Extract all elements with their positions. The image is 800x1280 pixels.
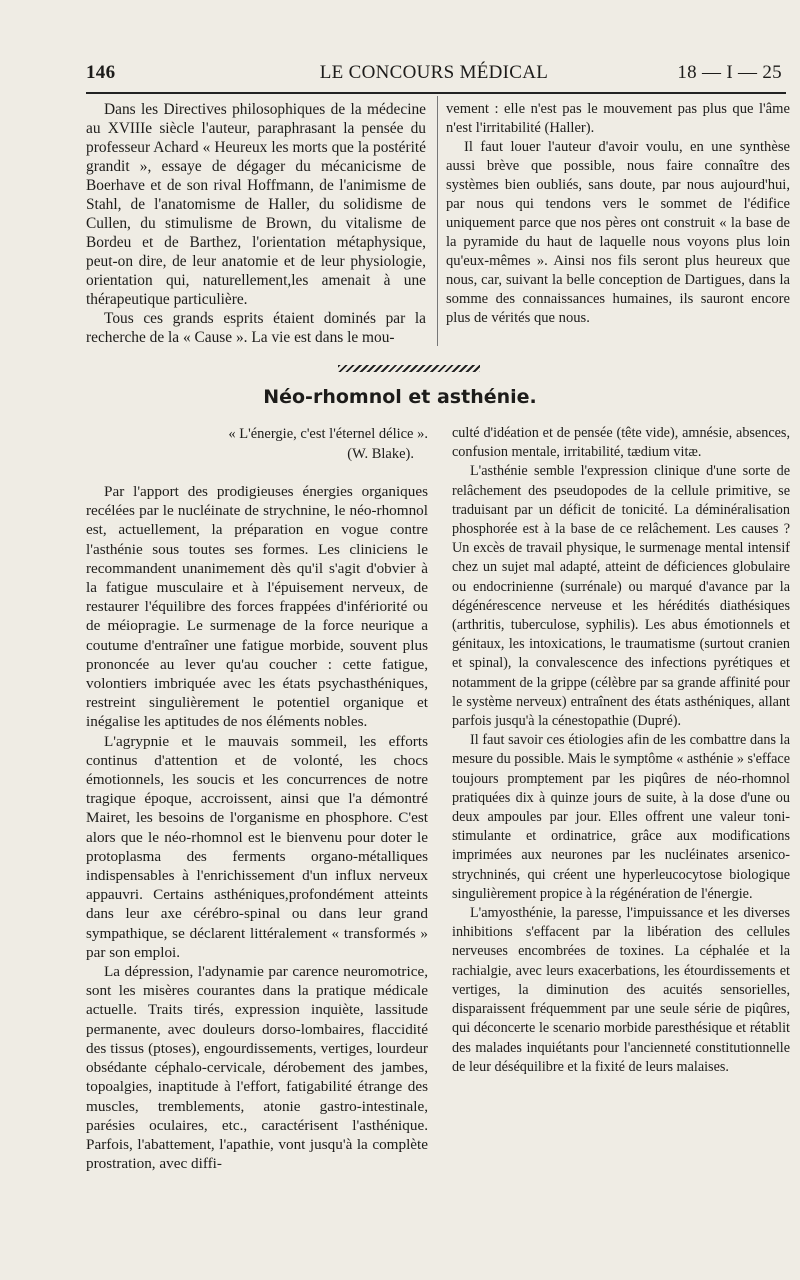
top-right-column (446, 100, 790, 328)
article-title: Néo-rhomnol et asthénie. (263, 386, 537, 408)
issue-date: 18 — I — 25 (677, 62, 782, 83)
paragraph: Tous ces grands esprits étaient dominés par la recherche de la « Cause ». La vie est dans le mou- (86, 310, 426, 346)
paragraph: L'agrypnie et le mauvais sommeil, les efforts continus d'attention et de volonté, les chocs émotionnels, les soucis et les concurrences de notre tragique époque, accroissent, ainsi que l'a démontré Mairet, les besoins de l'organisme en phosphore. C'est alors que le néo-rhomnol est le bienvenu pour doter le protoplasma des ferments organo-métalliques indispensables à l'enrichissement d'un influx nerveux appauvri. Certains asthéniques,profondément atteints dans leur axe cérébro-spinal ou dans leur grand sympathique, se déclarent littéralement « transformés » par son emploi. (86, 732, 428, 961)
paragraph: Il faut savoir ces étiologies afin de les combattre dans la mesure du possible. Mais le symptôme « asthénie » s'efface toujours promptement par les piqûres de néo-rhomnol pratiquées dix à quinze jours de suite, à la dose d'une ou deux ampoules par jour. Elles offrent une valeur toni-stimulante et ordinatrice, grâce aux modifications imprimées aux neurones par les nucléinates arsenico-strychninés, qui créent une hyperleucocytose biologique singulièrement propice à la régénération de l'énergie. (452, 732, 790, 902)
paragraph: Il faut louer l'auteur d'avoir voulu, en une synthèse aussi brève que possible, nous faire connaître des systèmes bien oubliés, sans doute, par nous aujourd'hui, par nous qui tendons vers le sommet de l'édifice uniquement parce que nos pères ont construit « la base de la pyramide du haut de laquelle nous voyons plus loin qu'eux-mêmes ». Ainsi nos fils seront plus heureux que nous, car, suivant la belle conception de Dartigues, dans la somme des connaissances humaines, ils sauront encore plus de vérités que nous. (446, 139, 790, 326)
paragraph: Par l'apport des prodigieuses énergies organiques recélées par le nucléinate de strychnine, le néo-rhomnol est, actuellement, la préparation en vogue contre l'asthénie sous toutes ses formes. Les cliniciens le recommandent unanimement dès qu'il s'agit d'obvier à la fatigue musculaire et à l'épuisement nerveux, de restaurer l'équilibre des forces frappées d'infériorité ou de méiopragie. Le surmenage de la force neurique a coutume d'entraîner une fatigue morbide, souvent plus prononcée au lever qu'au coucher : cette fatigue, volontiers imbriquée avec les états psychasthéniques, restreint singulièrement le potentiel organique et inégalise les aptitudes de nos éléments nobles. (86, 483, 428, 731)
section-ornament (338, 365, 480, 372)
paragraph: L'amyosthénie, la paresse, l'impuissance et les diverses inhibitions s'effacent par la libération des cellules nerveuses encombrées de toxines. La céphalée et la rachialgie, avec leurs exacerbations, les étourdissements et vertiges, la diminution des acuités sensorielles, disparaissent fréquemment par une seule série de piqûres, qui déconcerte le scenario morbide paresthésique et rétablit des malades inquiétants pour l'ancienneté constitutionnelle de leur déséquilibre et la fixité de leurs malaises. (452, 905, 790, 1075)
paragraph: vement : elle n'est pas le mouvement pas plus que l'âme n'est l'irritabilité (Haller). (446, 101, 790, 136)
epigraph-quote: « L'énergie, c'est l'éternel délice ». (228, 426, 428, 442)
header-rule (86, 92, 786, 94)
page-header (86, 62, 782, 88)
paragraph: Dans les Directives philosophiques de la médecine au XVIIIe siècle l'auteur, paraphrasant la pensée du professeur Achard « Heureux les morts que la postérité grandit », essaye de dégager du mécanicisme de Boerhave et de son rival Hoffmann, de l'animisme de Stahl, de l'anatomisme de Haller, du solidisme de Cullen, du stimulisme de Brown, du vitalisme de Bordeu et de Barthez, l'orientation métaphysique, peut-on dire, de leur anatomie et de leur physiologie, orientation qui, naturellement,les amenait à une thérapeutique particulière. (86, 101, 426, 308)
article-left-column (86, 482, 428, 1173)
paragraph: La dépression, l'adynamie par carence neuromotrice, sont les misères courantes dans la pratique médicale actuelle. Traits tirés, expression inquiète, lassitude permanente, avec douleurs dorso-lombaires, flaccidité des tissus (ptoses), engourdissements, vertiges, lourdeur obsédante céphalo-cervicale, dérobement des jambes, topoalgies, inaptitude à l'effort, fatigabilité étrange des muscles, tremblements, atonie gastro-intestinale, parésies oculaires, etc., caractérisent l'asthénique. Parfois, l'abattement, l'apathie, vont jusqu'à la complète prostration, avec diffi- (86, 963, 428, 1173)
epigraph (88, 424, 428, 464)
page-number: 146 (86, 62, 116, 83)
top-left-column (86, 100, 426, 347)
article-right-column (452, 424, 790, 1077)
epigraph-author: (W. Blake). (347, 446, 414, 462)
paragraph: culté d'idéation et de pensée (tête vide), amnésie, absences, confusion mentale, irritabilité, tædium vitæ. (452, 425, 790, 461)
paragraph: L'asthénie semble l'expression clinique d'une sorte de relâchement des pseudopodes de la cellule primitive, se traduisant par un déficit de tonicité. La déminéralisation phosphorée est à la base de ce relâchement. Les causes ? Un excès de travail physique, le surmenage mental intensif chez un sujet mal adapté, atteint de déficiences globulaire ou endocrinienne (surrénale) ou marqué d'avance par la dégénérescence nerveuse et les hérédités diathésiques (arthritis, tuberculose, syphilis). Les abus émotionnels et génitaux, les intoxications, le traumatisme (surtout cranien et spinal), la convalescence des infections pyrétiques et notamment de la grippe (célèbre par sa grande affinité pour le système nerveux) entraînent des états asthéniques, allant parfois jusqu'à la cénestopathie (Dupré). (452, 463, 790, 730)
journal-title: LE CONCOURS MÉDICAL (319, 62, 549, 83)
column-divider (437, 96, 438, 346)
